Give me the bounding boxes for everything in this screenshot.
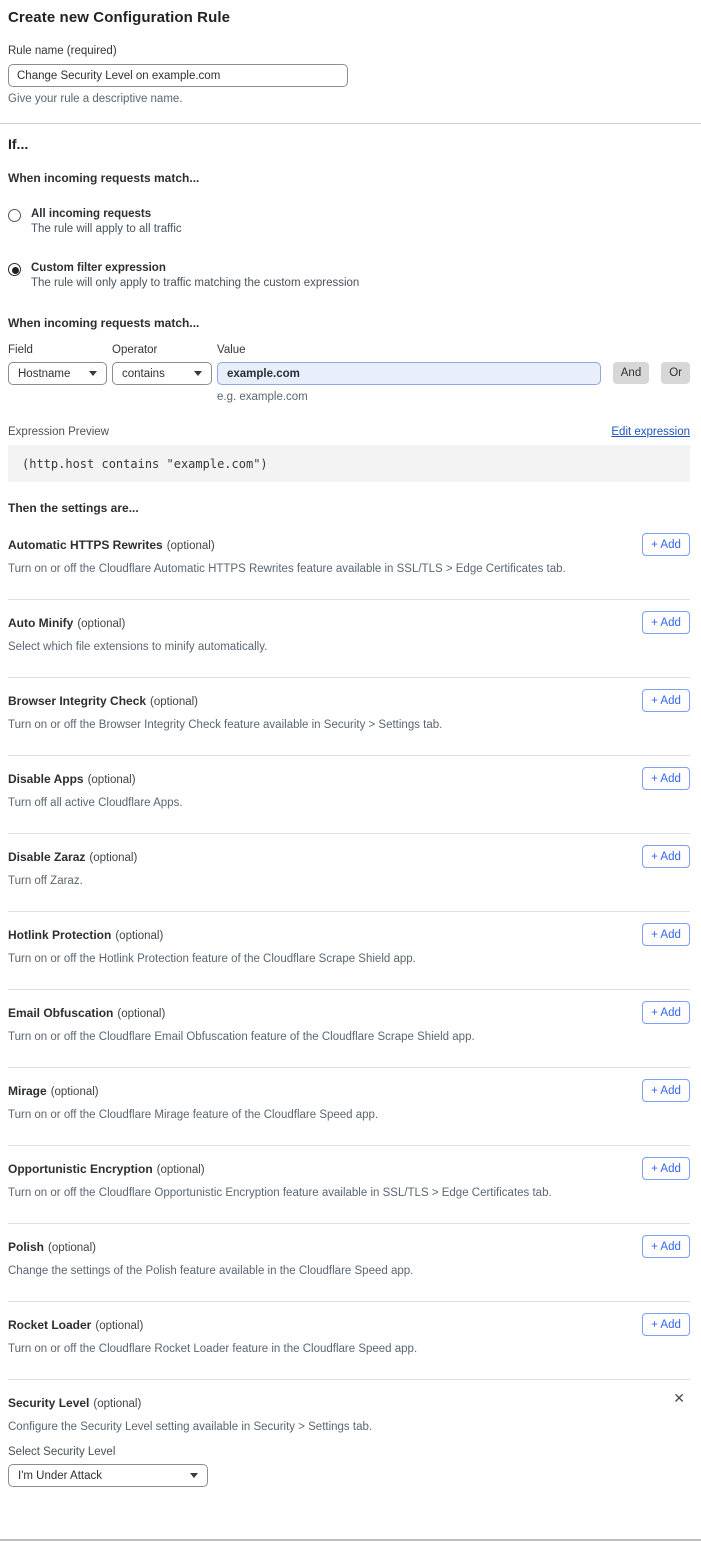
operator-label: Operator xyxy=(112,344,158,356)
add-setting-button[interactable]: + Add xyxy=(642,767,690,790)
radio-button[interactable] xyxy=(8,209,21,222)
match-heading: When incoming requests match... xyxy=(8,171,200,185)
setting-optional-label: (optional) xyxy=(50,1086,99,1098)
setting-optional-label: (optional) xyxy=(95,1320,144,1332)
add-setting-button[interactable]: + Add xyxy=(642,1001,690,1024)
setting-title: Polish xyxy=(8,1240,45,1254)
rule-name-label: Rule name (required) xyxy=(8,45,117,57)
setting-description: Turn on or off the Cloudflare Automatic HTTPS Rewrites feature available in SSL/TLS > Edge Certificates tab. xyxy=(8,563,566,575)
expression-preview-label: Expression Preview xyxy=(8,426,109,438)
setting-title: Browser Integrity Check xyxy=(8,694,147,708)
radio-option-custom-filter-expression[interactable] xyxy=(8,262,690,289)
setting-head xyxy=(8,1160,690,1178)
setting-section xyxy=(8,990,690,1068)
setting-description: Turn off Zaraz. xyxy=(8,875,83,887)
setting-description: Select which file extensions to minify automatically. xyxy=(8,641,268,653)
setting-title: Mirage xyxy=(8,1084,47,1098)
setting-section xyxy=(8,1380,690,1511)
add-setting-button[interactable]: + Add xyxy=(642,845,690,868)
setting-section xyxy=(8,1146,690,1224)
security-level-select-value: I'm Under Attack xyxy=(18,1469,103,1482)
value-label: Value xyxy=(217,344,246,356)
expression-preview-row xyxy=(8,426,690,438)
setting-section xyxy=(8,522,690,600)
setting-optional-label: (optional) xyxy=(87,774,136,786)
add-setting-button[interactable]: + Add xyxy=(642,923,690,946)
expression-code-block: (http.host contains "example.com") xyxy=(8,445,690,482)
and-button[interactable]: And xyxy=(613,362,649,384)
setting-section xyxy=(8,834,690,912)
setting-optional-label: (optional) xyxy=(89,852,138,864)
value-helper: e.g. example.com xyxy=(217,391,308,403)
close-icon[interactable]: ✕ xyxy=(673,1390,685,1406)
radio-description: The rule will apply to all traffic xyxy=(31,223,182,235)
setting-head xyxy=(8,1082,690,1100)
setting-section xyxy=(8,1068,690,1146)
add-setting-button[interactable]: + Add xyxy=(642,1313,690,1336)
then-heading: Then the settings are... xyxy=(8,501,139,515)
edit-expression-link[interactable]: Edit expression xyxy=(611,426,690,438)
radio-label: All incoming requests xyxy=(31,208,152,220)
builder-heading: When incoming requests match... xyxy=(8,316,200,330)
setting-description: Turn on or off the Cloudflare Rocket Loader feature in the Cloudflare Speed app. xyxy=(8,1343,418,1355)
setting-title: Auto Minify xyxy=(8,616,74,630)
setting-head xyxy=(8,926,690,944)
add-setting-button[interactable]: + Add xyxy=(642,1157,690,1180)
setting-head xyxy=(8,692,690,710)
setting-title: Rocket Loader xyxy=(8,1318,92,1332)
setting-head xyxy=(8,848,690,866)
setting-description: Turn on or off the Hotlink Protection feature of the Cloudflare Scrape Shield app. xyxy=(8,953,416,965)
setting-title: Disable Zaraz xyxy=(8,850,86,864)
add-setting-button[interactable]: + Add xyxy=(642,689,690,712)
settings-list xyxy=(8,522,690,1511)
setting-section xyxy=(8,678,690,756)
setting-description: Turn on or off the Cloudflare Opportunistic Encryption feature available in SSL/TLS > Edge Certificates tab. xyxy=(8,1187,552,1199)
setting-optional-label: (optional) xyxy=(117,1008,166,1020)
setting-optional-label: (optional) xyxy=(166,540,215,552)
setting-description: Turn on or off the Cloudflare Mirage feature of the Cloudflare Speed app. xyxy=(8,1109,379,1121)
setting-head xyxy=(8,614,690,632)
setting-expanded-body xyxy=(8,1446,690,1487)
field-label: Field xyxy=(8,344,33,356)
chevron-down-icon xyxy=(194,371,202,376)
setting-section xyxy=(8,600,690,678)
setting-description: Configure the Security Level setting available in Security > Settings tab. xyxy=(8,1421,373,1433)
add-setting-button[interactable]: + Add xyxy=(642,533,690,556)
setting-head xyxy=(8,770,690,788)
setting-title: Automatic HTTPS Rewrites xyxy=(8,538,163,552)
setting-optional-label: (optional) xyxy=(48,1242,96,1254)
security-level-select[interactable] xyxy=(8,1464,208,1487)
setting-title: Disable Apps xyxy=(8,772,84,786)
field-select-value: Hostname xyxy=(18,367,71,380)
expression-builder-row xyxy=(8,344,690,385)
add-setting-button[interactable]: + Add xyxy=(642,611,690,634)
rule-name-input[interactable] xyxy=(8,64,348,87)
setting-description: Turn off all active Cloudflare Apps. xyxy=(8,797,183,809)
add-setting-button[interactable]: + Add xyxy=(642,1235,690,1258)
setting-section xyxy=(8,912,690,990)
chevron-down-icon xyxy=(190,1473,198,1478)
add-setting-button[interactable]: + Add xyxy=(642,1079,690,1102)
setting-head xyxy=(8,536,690,554)
setting-head xyxy=(8,1004,690,1022)
setting-title: Security Level xyxy=(8,1396,90,1410)
setting-title: Email Obfuscation xyxy=(8,1006,114,1020)
or-button[interactable]: Or xyxy=(661,362,690,384)
setting-description: Turn on or off the Browser Integrity Check feature available in Security > Settings tab. xyxy=(8,719,443,731)
setting-optional-label: (optional) xyxy=(115,930,164,942)
radio-label: Custom filter expression xyxy=(31,262,166,274)
setting-section xyxy=(8,1224,690,1302)
rule-name-helper: Give your rule a descriptive name. xyxy=(8,93,183,105)
setting-title: Opportunistic Encryption xyxy=(8,1162,153,1176)
setting-head xyxy=(8,1238,690,1256)
page-title: Create new Configuration Rule xyxy=(8,9,231,26)
section-divider xyxy=(0,123,701,124)
value-input[interactable] xyxy=(217,362,601,385)
setting-section xyxy=(8,1302,690,1380)
setting-description: Change the settings of the Polish feature available in the Cloudflare Speed app. xyxy=(8,1265,414,1277)
setting-optional-label: (optional) xyxy=(150,696,198,708)
setting-head xyxy=(8,1394,690,1412)
radio-description: The rule will only apply to traffic matching the custom expression xyxy=(31,277,360,289)
setting-optional-label: (optional) xyxy=(77,618,126,630)
radio-option-all-incoming-requests[interactable] xyxy=(8,208,690,235)
operator-select-value: contains xyxy=(122,367,165,380)
if-heading: If... xyxy=(8,136,29,152)
setting-optional-label: (optional) xyxy=(93,1398,142,1410)
setting-description: Turn on or off the Cloudflare Email Obfuscation feature of the Cloudflare Scrape Shield app. xyxy=(8,1031,475,1043)
setting-optional-label: (optional) xyxy=(156,1164,205,1176)
operator-select[interactable] xyxy=(112,362,212,385)
chevron-down-icon xyxy=(89,371,97,376)
field-select[interactable] xyxy=(8,362,107,385)
setting-section xyxy=(8,756,690,834)
setting-title: Hotlink Protection xyxy=(8,928,112,942)
setting-head xyxy=(8,1316,690,1334)
radio-button[interactable] xyxy=(8,263,21,276)
select-security-level-label: Select Security Level xyxy=(8,1446,116,1458)
